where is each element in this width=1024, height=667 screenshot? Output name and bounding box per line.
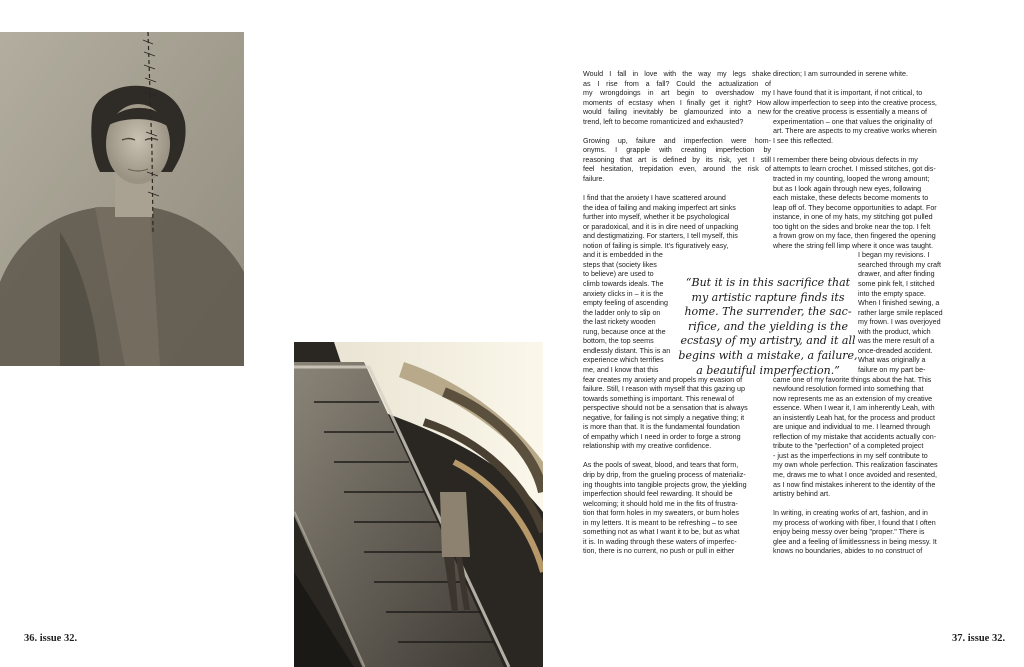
text-line: my process of working with fiber, I found that I often <box>773 518 936 527</box>
text-line: In writing, in creating works of art, fashion, and in <box>773 509 928 518</box>
text-line: failure. <box>583 175 605 184</box>
text-line: further into myself, whether it be psychological <box>583 213 730 222</box>
text-line: once-dreaded accident. <box>858 346 933 355</box>
text-line: steps that (society likes <box>583 260 657 269</box>
text-line: rather large smile replaced <box>858 308 943 317</box>
text-line: artistry behind art. <box>773 490 831 499</box>
text-line: or paradoxical, and it is in dire need of unpacking <box>583 222 739 231</box>
text-line: my wrongdoings in art begin to overshadow my <box>583 89 771 98</box>
text-line: endlessly distant. This is an <box>583 346 671 355</box>
pull-quote-line: ecstasy of my artistry, and it all <box>680 334 856 348</box>
text-line: Would I fall in love with the way my legs shake <box>583 70 771 78</box>
text-line: as I now find mistakes inherent to the identity of the <box>773 480 936 489</box>
escalator-image <box>294 342 543 667</box>
pull-quote-line: home. The surrender, the sac- <box>684 305 852 319</box>
text-line: but as I look again through new eyes, following <box>773 184 922 193</box>
text-line: tion, there is no current, no push or pull in either <box>583 547 735 556</box>
text-line: knows no boundaries, abides to no construct of <box>773 547 923 556</box>
text-line: perspective should not be a sensation that is always <box>583 404 748 413</box>
text-line: the idea of failing and making imperfect art sinks <box>583 203 736 212</box>
text-line: it is. In wading through these waters of imperfec- <box>583 537 737 546</box>
text-line: is more than that. It is the fundamental foundation <box>583 423 740 432</box>
text-line: tribute to the "perfection" of a completed project <box>773 442 924 451</box>
text-line: drip by drip, from the grueling process of materializ- <box>583 470 746 479</box>
paragraph <box>773 70 959 80</box>
paragraph <box>583 70 771 127</box>
paragraph <box>773 89 959 146</box>
pull-quote-line: a beautiful imperfection.” <box>696 363 840 377</box>
text-line: was the mere result of a <box>858 337 935 346</box>
text-line: reasoning that art is defined by its risk, yet I still <box>583 155 771 164</box>
portrait-photo <box>0 32 244 366</box>
text-line: instance, in one of my hats, my stitching got pulled <box>773 213 933 222</box>
text-line: my frown. I was overjoyed <box>858 318 941 327</box>
text-line: my own whole perfection. This realization fascinates <box>773 461 938 470</box>
text-line: the ladder only to slip on <box>583 308 661 317</box>
text-line: as I rise from a fall? Could the actualization of <box>583 79 771 88</box>
text-line: imperfection should feel rewarding. It should be <box>583 490 733 499</box>
text-line: of empathy which I need in order to forge a strong <box>583 432 741 441</box>
text-line: I find that the anxiety I have scattered around <box>583 194 726 203</box>
paragraph <box>583 137 771 185</box>
text-line: the last rickety wooden <box>583 318 656 327</box>
text-line: trend, left to become romanticized and exhausted? <box>583 117 744 126</box>
text-line: enjoy being messy over being "proper." There is <box>773 528 925 537</box>
text-line: tracted in my counting, looped the wrong amount; <box>773 175 930 184</box>
text-line: tion that form holes in my sweaters, or burn holes <box>583 509 739 518</box>
text-line: each mistake, these defects become moments to <box>773 194 929 203</box>
paragraph <box>773 509 959 557</box>
text-line: with the product, which <box>858 327 931 336</box>
text-line: When I finished sewing, a <box>858 299 940 308</box>
text-line: anxiety clicks in – it is the <box>583 289 664 298</box>
text-line: in my letters. It is meant to be refreshing – to see <box>583 518 738 527</box>
text-line: direction; I am surrounded in serene white. <box>773 70 908 78</box>
text-line: into the empty space. <box>858 289 926 298</box>
text-line: rung, because once at the <box>583 327 666 336</box>
text-line: now represents me as an extension of my creative <box>773 394 933 403</box>
page-number-right: 37. issue 32. <box>952 633 1006 644</box>
text-line: failure. Still, I reason with myself that this gazing up <box>583 385 745 394</box>
text-line: towards something is important. This renewal of <box>583 394 735 403</box>
text-line: empty feeling of ascending <box>583 299 668 308</box>
text-line: me, draws me to what I once avoided and resented, <box>773 470 937 479</box>
text-line: moments of ecstasy when I finally get it right? How <box>583 98 771 107</box>
text-line: allow imperfection to seep into the creative process, <box>773 98 937 107</box>
text-line: leap off of. They become opportunities to adapt. For <box>773 203 937 212</box>
text-line: searched through my craft <box>858 260 941 269</box>
text-line: What was originally a <box>858 356 926 365</box>
text-line: bottom, the top seems <box>583 337 654 346</box>
text-line: essence. When I wear it, I am inherently Leah, with <box>773 404 935 413</box>
text-line: - just as the imperfections in my self contribute to <box>773 451 928 460</box>
text-line: attempts to learn crochet. I missed stitches, got dis- <box>773 165 936 174</box>
text-line: and it is embedded in the <box>583 251 663 260</box>
text-line: art. There are aspects to my creative works wherein <box>773 127 937 136</box>
pull-quote-line: begins with a mistake, a failure, <box>678 348 858 362</box>
text-line: something not as what I want it to be, but as what <box>583 528 740 537</box>
pull-quote-line: “But it is in this sacrifice that <box>685 276 851 289</box>
text-line: I remember there being obvious defects in my <box>773 155 918 164</box>
text-line: for the creative process is essentially a means of <box>773 108 927 117</box>
pull-quote <box>678 276 858 378</box>
text-line: fear creates my anxiety and propels my evasion of <box>583 375 743 384</box>
portrait-image <box>0 32 244 366</box>
text-line: an insistently Leah hat, for the process and product <box>773 413 935 422</box>
text-line: where the string fell limp where it once was taught. <box>773 241 933 250</box>
text-line: would failing inevitably be glamourized into a new <box>583 108 771 117</box>
text-line: notion of failing is simple. It's figuratively easy, <box>583 241 729 250</box>
text-line: I began my revisions. I <box>858 251 930 260</box>
paragraph <box>583 461 771 556</box>
text-line: Growing up, failure and imperfection were hom- <box>583 136 771 145</box>
text-line: climb towards ideals. The <box>583 280 664 289</box>
text-line: relationship with my creative confidence. <box>583 442 712 451</box>
text-line: reflection of my mistake that accidents actually con- <box>773 432 937 441</box>
text-line: As the pools of sweat, blood, and tears that form, <box>583 461 739 470</box>
text-line: some pink felt, I stitched <box>858 280 935 289</box>
text-line: I have found that it is important, if not critical, to <box>773 89 923 98</box>
text-line: ing thoughts into tangible projects grow, the yielding <box>583 480 747 489</box>
text-line: newfound resolution formed into something that <box>773 385 924 394</box>
text-line: feel hesitation, trepidation even, around the risk of <box>583 165 771 174</box>
text-line: came one of my favorite things about the hat. This <box>773 375 932 384</box>
page-number-left: 36. issue 32. <box>24 633 78 644</box>
text-line: welcoming; it should hold me in the fits of frustra- <box>583 499 738 508</box>
text-line: drawer, and after finding <box>858 270 935 279</box>
text-line: too tight on the sides and broke near the top. I felt <box>773 222 931 231</box>
text-line: experimentation – one that values the originality of <box>773 117 933 126</box>
escalator-photo <box>294 342 543 667</box>
text-line: failure on my part be- <box>858 365 926 374</box>
text-line: and destigmatizing. For starters, I tell myself, this <box>583 232 738 241</box>
text-line: are unique and individual to me. I learned through <box>773 423 931 432</box>
pull-quote-line: my artistic rapture finds its <box>691 290 845 304</box>
text-line: me, and I know that this <box>583 365 659 374</box>
text-line: negative, for failing is not simply a negative thing; it <box>583 413 745 422</box>
text-line: glee and a feeling of limitlessness in being messy. It <box>773 537 937 546</box>
text-line: to believe) are used to <box>583 270 654 279</box>
text-line: onyms. I grapple with creating imperfection by <box>583 146 771 155</box>
text-line: I see this reflected. <box>773 136 833 145</box>
text-line: experience which terrifies <box>583 356 664 365</box>
pull-quote-line: rifice, and the yielding is the <box>687 319 849 333</box>
text-line: a frown grow on my face, then fingered the opening <box>773 232 936 241</box>
